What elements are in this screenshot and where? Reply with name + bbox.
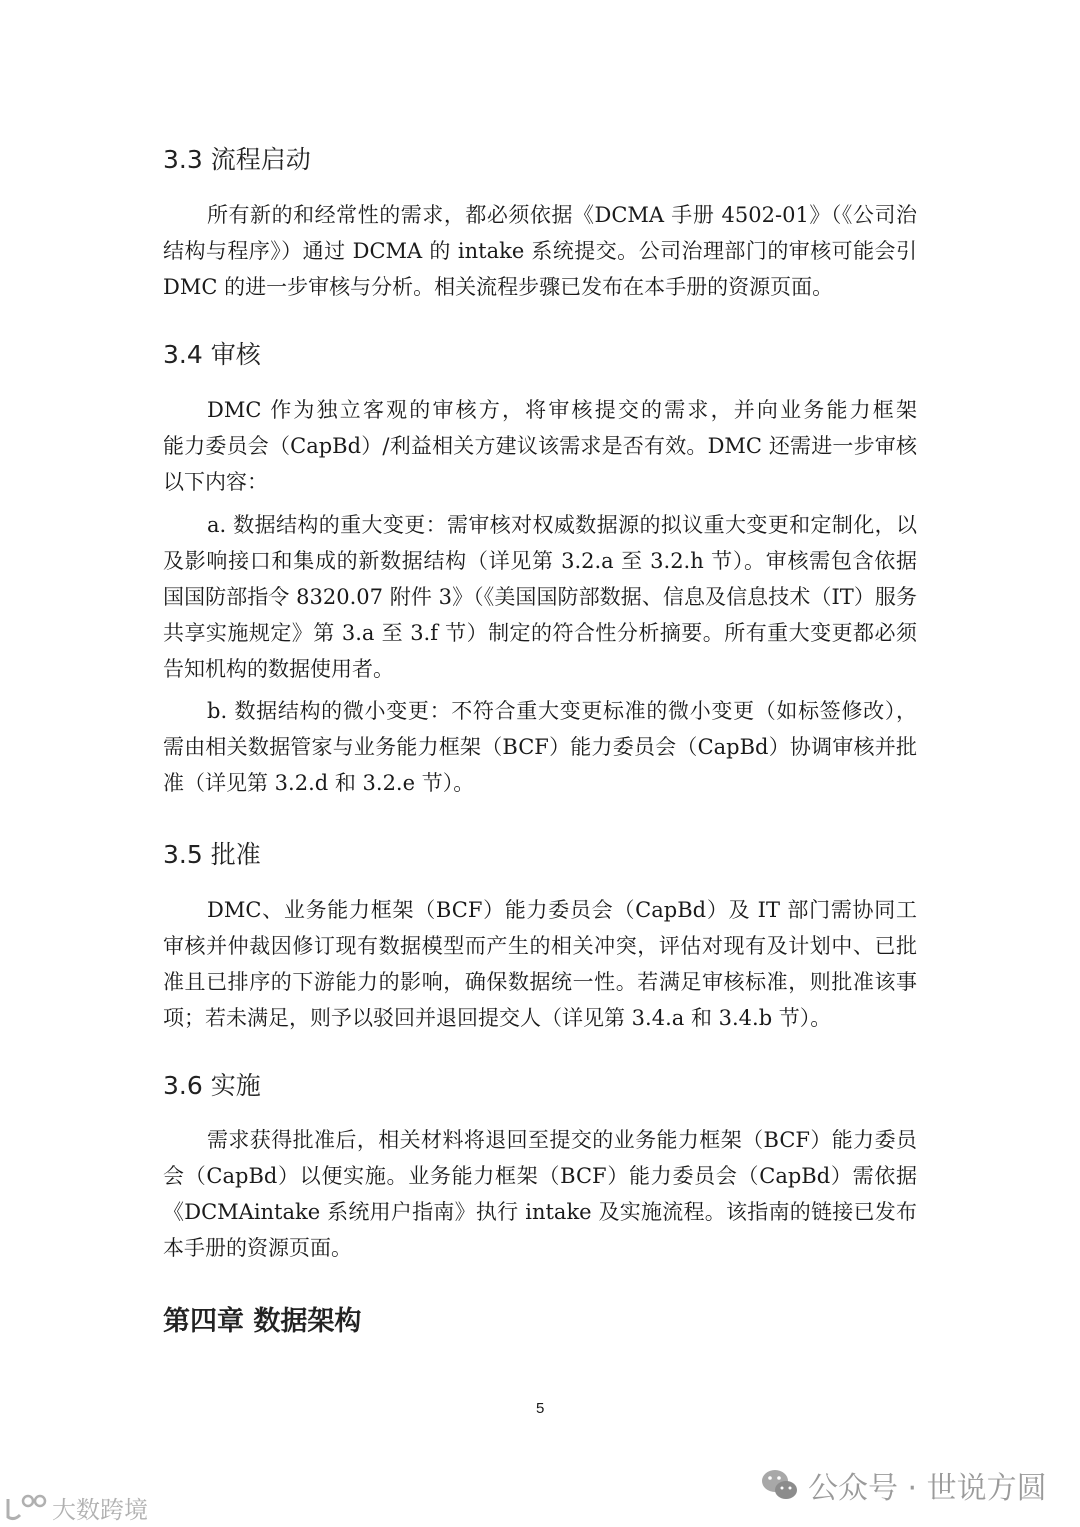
paragraph — [163, 197, 917, 305]
paragraph — [163, 1122, 917, 1266]
wechat-icon — [760, 1467, 800, 1503]
paragraph — [163, 892, 917, 1036]
text-line: 准且已排序的下游能力的影响，确保数据统一性。若满足审核标准，则批准该事 — [163, 970, 917, 994]
text-line: 会（CapBd）以便实施。业务能力框架（BCF）能力委员会（CapBd）需依据 — [163, 1164, 917, 1188]
text-line: 需求获得批准后，相关材料将退回至提交的业务能力框架（BCF）能力委员 — [207, 1128, 917, 1152]
text-line: DMC、业务能力框架（BCF）能力委员会（CapBd）及 IT 部门需协同工 — [207, 898, 917, 922]
text-line: 结构与程序》）通过 DCMA 的 intake 系统提交。公司治理部门的审核可能会引 — [163, 239, 917, 263]
text-line: 审核并仲裁因修订现有数据模型而产生的相关冲突，评估对现有及计划中、已批 — [163, 934, 917, 958]
text-line: b. 数据结构的微小变更：不符合重大变更标准的微小变更（如标签修改）， — [207, 699, 917, 723]
text-line: 告知机构的数据使用者。 — [163, 657, 394, 681]
text-line: 项；若未满足，则予以驳回并退回提交人（详见第 3.4.a 和 3.4.b 节）。 — [163, 1006, 832, 1030]
text-line: 以下内容： — [163, 470, 268, 494]
text-line: 能力委员会（CapBd）/利益相关方建议该需求是否有效。DMC 还需进一步审核 — [163, 434, 917, 458]
chapter-heading: 第四章 数据架构 — [163, 1306, 362, 1337]
text-line: 需由相关数据管家与业务能力框架（BCF）能力委员会（CapBd）协调审核并批 — [163, 735, 917, 759]
text-line: 及影响接口和集成的新数据结构（详见第 3.2.a 至 3.2.h 节）。审核需包含依据 — [163, 549, 917, 573]
watermark-text: 大数跨境 — [52, 1496, 148, 1524]
text-line: 共享实施规定》第 3.a 至 3.f 节）制定的符合性分析摘要。所有重大变更都必须 — [163, 621, 917, 645]
section-heading: 3.3 流程启动 — [163, 145, 311, 174]
text-line: 所有新的和经常性的需求，都必须依据《DCMA 手册 4502-01》（《公司治 — [207, 203, 917, 227]
text-line: DMC 的进一步审核与分析。相关流程步骤已发布在本手册的资源页面。 — [163, 275, 834, 299]
watermark-text: 公众号 · 世说方圆 — [808, 1471, 1047, 1506]
paragraph — [163, 507, 917, 687]
watermark-wechat — [760, 1463, 1047, 1507]
text-line: 本手册的资源页面。 — [163, 1236, 352, 1260]
paragraph — [163, 693, 917, 801]
paragraph — [163, 392, 917, 500]
section-heading: 3.6 实施 — [163, 1071, 261, 1100]
logo-icon — [4, 1493, 48, 1523]
text-line: a. 数据结构的重大变更：需审核对权威数据源的拟议重大变更和定制化，以 — [207, 513, 917, 537]
watermark-logo — [4, 1490, 148, 1525]
section-heading: 3.4 审核 — [163, 340, 261, 369]
text-line: 国国防部指令 8320.07 附件 3》（《美国国防部数据、信息及信息技术（IT）服务 — [163, 585, 917, 609]
page-number: 5 — [536, 1400, 545, 1417]
text-line: DMC 作为独立客观的审核方，将审核提交的需求，并向业务能力框架 — [207, 398, 917, 422]
section-heading: 3.5 批准 — [163, 840, 261, 869]
text-line: 准（详见第 3.2.d 和 3.2.e 节）。 — [163, 771, 475, 795]
text-line: 《DCMAintake 系统用户指南》执行 intake 及实施流程。该指南的链接已发布 — [163, 1200, 917, 1224]
